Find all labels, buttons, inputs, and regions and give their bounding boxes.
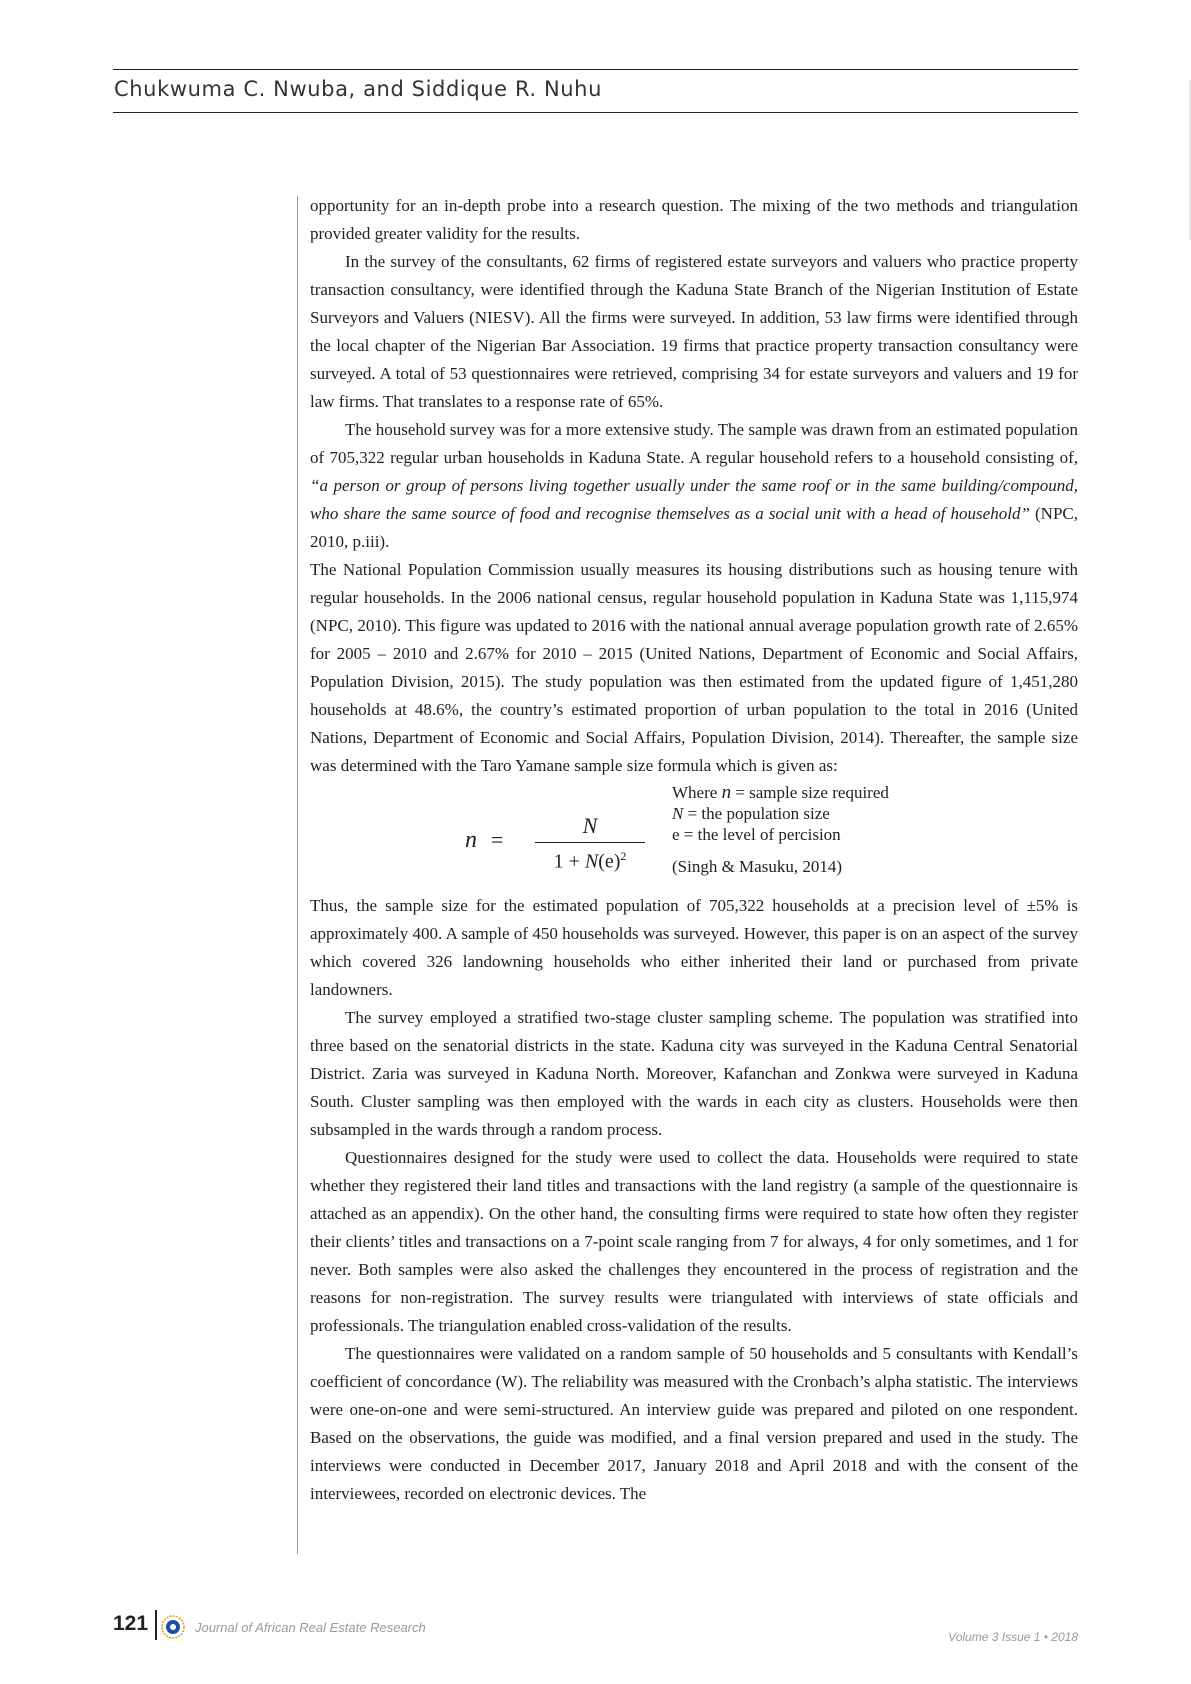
legend-precision: e = the level of percision (672, 825, 841, 844)
column-margin-rule (297, 196, 298, 1554)
header-top-rule (113, 69, 1078, 70)
legend-n (672, 782, 889, 803)
formula-citation: (Singh & Masuku, 2014) (672, 857, 842, 876)
formula-legend (672, 782, 889, 877)
running-head-authors: Chukwuma C. Nwuba, and Siddique R. Nuhu (114, 77, 602, 101)
equation-denominator (525, 842, 655, 876)
paragraph-questionnaires: Questionnaires designed for the study were used to collect the data. Households were required to state whether they registered their land titles and transactions with the land registry (a sample of the questionnaire is attached as an appendix). On the other hand, the consulting firms were required to state how often they register their clients’ titles and transactions on a 7-point scale ranging from 7 for always, 4 for only sometimes, and 1 for never. Both samples were also asked the challenges they encountered in the process of registration and the reasons for non-registration. The survey results were triangulated with interviews of state officials and professionals. The triangulation enabled cross-validation of the results. (310, 1148, 1078, 1335)
legend-pop-var: N (672, 804, 684, 823)
legend-where-prefix: Where (672, 783, 722, 802)
journal-logo-icon (161, 1615, 185, 1639)
paragraph-sample-size: Thus, the sample size for the estimated population of 705,322 households at a precision level of ±5% is approximately 400. A sample of 450 households was surveyed. However, this paper is on an aspect of the survey which covered 326 landowning households who either inherited their land or purchased from private landowners. (310, 896, 1078, 999)
denominator-exponent: 2 (620, 849, 627, 863)
legend-pop-def: = the population size (683, 804, 830, 823)
article-body (310, 192, 1078, 1508)
header-bottom-rule (113, 112, 1078, 113)
equation-lhs: n (465, 827, 477, 853)
equation-equals: = (491, 827, 504, 852)
legend-n-def: = sample size required (731, 783, 889, 802)
household-text-before: The household survey was for a more extensive study. The sample was drawn from an estimated population of 705,322 regular urban households in Kaduna State. A regular household refers to a household consisting of, (310, 420, 1078, 467)
paragraph-intro-continuation: opportunity for an in-depth probe into a research question. The mixing of the two methods and triangulation provided greater validity for the results. (310, 196, 1078, 243)
paragraph-household-survey (310, 416, 1078, 556)
household-text-after: (NPC, 2010, p.iii). (310, 504, 1078, 551)
denominator-post: (e) (598, 850, 621, 873)
sample-size-formula-block (310, 780, 1078, 892)
paragraph-npc: The National Population Commission usually measures its housing distributions such as housing tenure with regular households. In the 2006 national census, regular household population in Kaduna State was 1,115,974 (NPC, 2010). This figure was updated to 2016 with the national annual average population growth rate of 2.65% for 2005 – 2010 and 2.67% for 2010 – 2015 (United Nations, Department of Economic and Social Affairs, Population Division, 2015). The study population was then estimated from the updated figure of 1,451,280 households at 48.6%, the country’s estimated proportion of urban population to the total in 2016 (United Nations, Department of Economic and Social Affairs, Population Division, 2014). Thereafter, the sample size was determined with the Taro Yamane sample size formula which is given as: (310, 560, 1078, 775)
legend-population (672, 803, 889, 824)
equation-numerator: N (582, 813, 598, 838)
paragraph-validation: The questionnaires were validated on a random sample of 50 households and 5 consultants with Kendall’s coefficient of concordance (W). The reliability was measured with the Cronbach’s alpha statistic. The interviews were one-on-one and were semi-structured. An interview guide was prepared and piloted on one respondent. Based on the observations, the guide was modified, and a final version prepared and used in the study. The interviews were conducted in December 2017, January 2018 and April 2018 and with the consent of the interviewees, recorded on electronic devices. The (310, 1344, 1078, 1503)
denominator-var: N (584, 850, 599, 873)
footer-journal-name: Journal of African Real Estate Research (195, 1620, 426, 1635)
paragraph-sampling-scheme: The survey employed a stratified two-stage cluster sampling scheme. The population was stratified into three based on the senatorial districts in the state. Kaduna city was surveyed in the Kaduna Central Senatorial District. Zaria was surveyed in Kaduna North. Moreover, Kafanchan and Zonkwa were surveyed in Kaduna South. Cluster sampling was then employed with the wards in each city as clusters. Households were then subsampled in the wards through a random process. (310, 1008, 1078, 1139)
taro-yamane-equation (465, 812, 625, 872)
footer-volume: Volume 3 Issue 1 • 2018 (948, 1630, 1078, 1644)
page-number: 121 (113, 1612, 149, 1635)
paragraph-consultant-survey: In the survey of the consultants, 62 firms of registered estate surveyors and valuers who practice property transaction consultancy, were identified through the Kaduna State Branch of the Nigerian Institution of Estate Surveyors and Valuers (NIESV). All the firms were surveyed. In addition, 53 law firms were identified through the local chapter of the Nigerian Bar Association. 19 firms that practice property transaction consultancy were surveyed. A total of 53 questionnaires were retrieved, comprising 34 for estate surveyors and valuers and 19 for law firms. That translates to a response rate of 65%. (310, 252, 1078, 411)
footer-separator (155, 1610, 157, 1640)
household-definition-quote: “a person or group of persons living together usually under the same roof or in the same building/compound, who share the same source of food and recognise themselves as a social unit with a head of household” (310, 476, 1078, 523)
legend-n-var: n (721, 782, 732, 803)
denominator-pre: 1 + (553, 850, 585, 873)
